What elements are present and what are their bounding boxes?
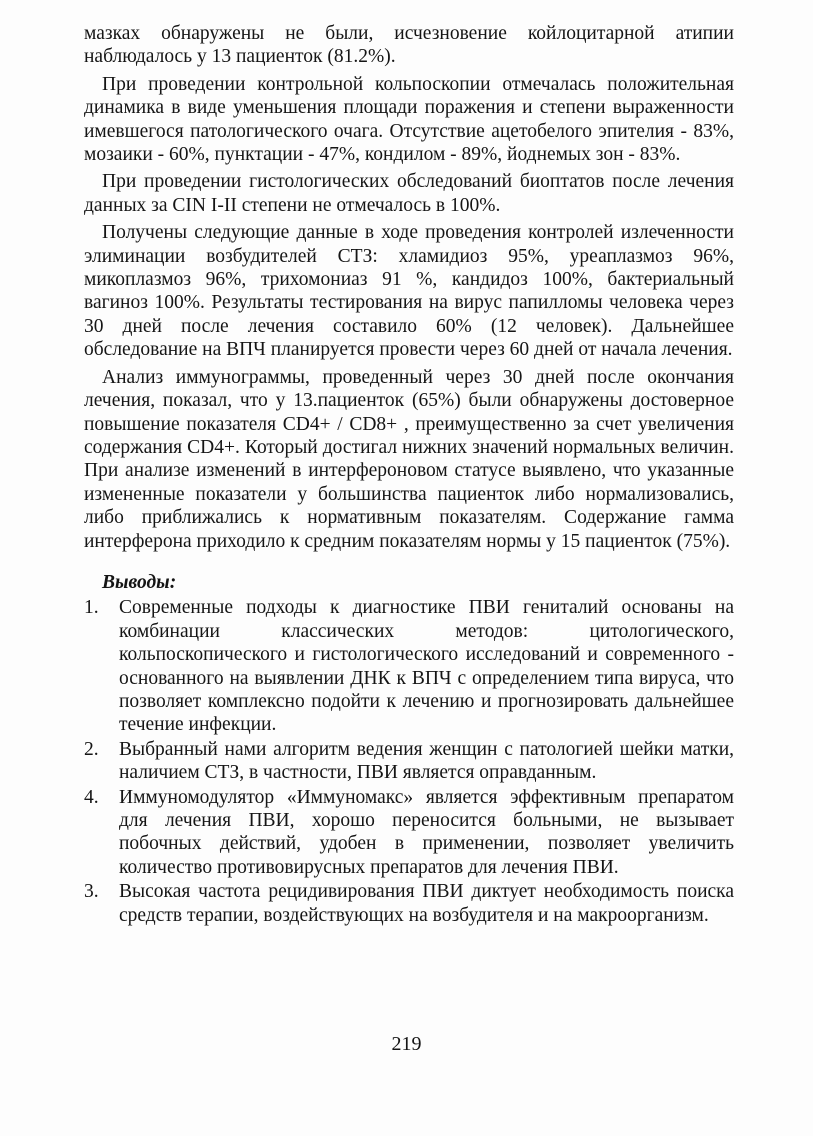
- paragraph: Анализ иммунограммы, проведенный через 30 дней после окончания лечения, показал, что у 13.пациенток (65%) были обнаружены достоверное повышение показателя CD4+ / CD8+ , преимущественно за счет увеличения содержания CD4+. Который достигал нижних значений нормальных величин. При анализе изменений в интерфероновом статусе выявлено, что указанные измененные показатели у большинства пациенток либо нормализовались, либо приближались к нормативным показателям. Содержание гамма интерферона приходило к средним показателям нормы у 15 пациенток (75%).: [84, 366, 734, 552]
- list-item-number: 2.: [84, 738, 99, 760]
- list-item-number: 1.: [84, 597, 99, 619]
- paragraph: мазках обнаружены не были, исчезновение койлоцитарной атипии наблюдалось у 13 пациенток (81.2%).: [84, 23, 734, 68]
- list-item: [84, 786, 734, 880]
- list-item-text: Иммуномодулятор «Иммуномакс» является эффективным препаратом для лечения ПВИ, хорошо переносится больными, не вызывает побочных действий, удобен в применении, позволяет увеличить количество противовирусных препаратов для лечения ПВИ.: [119, 786, 734, 878]
- conclusions-heading: Выводы:: [102, 571, 177, 593]
- list-item: [84, 596, 734, 736]
- page-text: [84, 22, 734, 928]
- list-item-text: Современные подходы к диагностике ПВИ гениталий основаны на комбинации классических методов: цитологического, кольпоскопического и гистологического исследований и современного - основанного на выявлении ДНК к ВПЧ с определением типа вируса, что позволяет комплексно подойти к лечению и прогнозировать дальнейшее течение инфекции.: [119, 597, 734, 736]
- list-item: [84, 880, 734, 927]
- list-item-number: 4.: [84, 786, 99, 808]
- paragraph: При проведении гистологических обследований биоптатов после лечения данных за CIN I-II степени не отмечалось в 100%.: [84, 171, 734, 216]
- list-item-text: Высокая частота рецидивирования ПВИ диктует необходимость поиска средств терапии, воздействующих на возбудителя и на макроорганизм.: [119, 881, 734, 926]
- paragraph: Получены следующие данные в ходе проведения контролей излеченности элиминации возбудителей СТЗ: хламидиоз 95%, уреаплазмоз 96%, микоплазмоз 96%, трихомониаз 91 %, кандидоз 100%, бактериальный вагиноз 100%. Результаты тестирования на вирус папилломы человека через 30 дней после лечения составило 60% (12 человек). Дальнейшее обследование на ВПЧ планируется провести через 60 дней от начала лечения.: [84, 222, 734, 361]
- list-item: [84, 738, 734, 785]
- list-item-text: Выбранный нами алгоритм ведения женщин с патологией шейки матки, наличием СТЗ, в частности, ПВИ является оправданным.: [119, 738, 734, 784]
- page-number: 219: [391, 1033, 422, 1055]
- conclusions-list: [84, 596, 734, 927]
- list-item-number: 3.: [84, 881, 99, 903]
- paragraph: При проведении контрольной кольпоскопии отмечалась положительная динамика в виде уменьшения площади поражения и степени выраженности имевшегося патологического очага. Отсутствие ацетобелого эпителия - 83%, мозаики - 60%, пунктации - 47%, кондилом - 89%, йоднемых зон - 83%.: [84, 73, 734, 166]
